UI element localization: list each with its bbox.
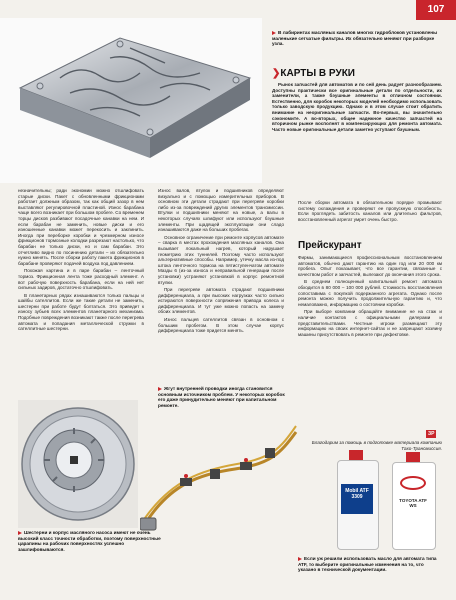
wiring-caption: Жгут внутренней проводки иногда становится основным источником проблем. У некоторых коробок его даже принудительно меняют при капитальном ремонте.: [158, 386, 285, 408]
caption-arrow-icon: [272, 31, 276, 35]
thanks-note: Благодарим за помощь в подготовке материала компанию Тахо-Трансмиссия.: [311, 440, 442, 451]
right-column: После сборки автомата в обязательном порядке промывают систему охлаждения и проверяют ее пропускную способность. Если проглядеть забитость каналов или длительно фильтров, восстановленный агрегат умрет очень быстро.: [298, 200, 442, 222]
end-badge: ЗР: [428, 431, 435, 437]
caption-arrow-icon: [298, 557, 302, 561]
middle-column: Износ валов, втулок и подшипников определяют визуально и с помощью измерительных приборов. В основном эти детали страдают при перегреве коробки либо из-за повреждений других элементов трансмиссии. Втулки и подшипники меняют на новые, а валы в некоторых случаях шлифуют или используют бэушные элементы. При щадящей эксплуатации они сладо изнашиваются даже на больших пробегах. Основное ограничение при ремонте корпусов автомате – сварка в местах прохождения масляных каналов. Она вызывает локальный нагрев, который нарушает геометрию этих туннелей. Поэтому часто используют альтернативные способы. Например, утечку масла из-под штока ленточного тормоза на пятиступенчатом автомате Мазды 6 (из-за износа и неправильной генерации после установки) устраняют установкой в корпус ремонтной втулки. При перегреве автомата страдают подшипники дифференциала, а при высоких нагрузках часто сильно истираются поверхности сопряжения привода колеса и дифференциала. И тут уже можно попасть на замену обоих элементов. Износ пальцев сателлитов связан в основном с большим пробегом. В этом случае корпус дифференциала тоже придется менять.: [158, 188, 284, 334]
toyota-logo-icon: [400, 476, 426, 490]
valve-body-photo: [0, 18, 262, 183]
price-list-heading: Прейскурант: [298, 240, 362, 251]
sidebar-text: Рынок запчастей для автоматов и по сей день радует разнообразием. Доступны практически все оригинальные детали по отдельности, их заменители, а также бэушные элементы в отличном состоянии. Естественно, для коробок некоторых моделей необходимо использовать только заводскую продукцию. Однако и в этом случае стоит обратить внимание на неоригинальные запчасти. Во-первых, вы значительно сэкономите. А во-вторых, общее надежное качество запчастей на вторичном рынке восполнят в компенсирующих для ремонта автомата. Часто новые оригинальные детали заметно уступают бэушным.: [272, 82, 442, 132]
toyota-oil-bottle: [388, 452, 440, 552]
left-column: незначительны; ради экономии можно отшлифовать старые диски. Пакет с обновленными фрикционами работает должным образом, так как общий зазор в нем выставляют регулировочной пластиной. Износ барабана чаще всего возникает при большом пробеге. Со временем торцы дисков разбивают посадочные канавки на нем. И если барабан не заменить, новые диски и его изношенные канавки может перекосить и заклинить. Иногда при переборке коробки и чрезмерном износе фрикционов тормозные колодки разрезают настолько, что барабан не только диски, но и сам барабан. Это отчетливо видно по посинению детали – их обязательно нужно менять. После сборки работу пакета фрикционов в барабане проверяют подачей воздуха под давлением. Похожая картина и в паре барабан – ленточный тормоз. Фрикционная лента тоже расходный элемент. А вот рабочую поверхность барабана, если на ней нет сильных задиров, достаточно отшлифовать. В планетарных рядах изнашиваются только пальцы и шайбы сателлитов. Если же такие детали не заменить, шестерни при работе будут болтаться. Это приведет к износу зубьев всех элементов планетарного механизма. Подобные повреждения возникают также после перегрева автомата и попадания металлической стружки в сателлитные шестерни.: [18, 188, 144, 332]
oil-caption: Если уж решили использовать масло для автомата типа ATF, то выберите оригинальные изменения на то, что указано в технической документации.: [298, 556, 437, 573]
title-arrow-icon: ❯: [272, 68, 281, 79]
right-column-2: Фирмы, занимающиеся профессиональным восстановлением автоматов, обычно дают гарантию на один год или 20 000 км пробега. Опыт показывает, что все гарантии, связанные с качеством работ и запчастей, вылезают до окончания этого срока. В среднем полноценный капитальный ремонт автомата обходится в 80 000 – 100 000 рублей. Стоимость восстановления сопоставима с покупкой подержанного агрегата. Однако после ремонта можно получить продолжительную гарантию и, что немаловажно, информацию о состоянии коробки. При выборе компании обращайте внимание не на стаж и наличие контактов с официальными дилерами и представительствами. Честные игроки размещают эту информацию на своих интернет-сайтах и не запрещают хозяину машины присутствовать в ремонте при дефектовке.: [298, 255, 442, 337]
page-number: 107: [416, 0, 456, 20]
caption-arrow-icon: [18, 531, 22, 535]
mobil-label: Mobil ATF 3309: [341, 484, 373, 514]
caption-arrow-icon: [158, 387, 162, 391]
sidebar-title: ❯КАРТЫ В РУКИ: [272, 68, 355, 79]
toyota-label: TOYOTA ATF WS: [399, 498, 427, 508]
pump-caption: Шестерни и корпус масляного насоса имеют не очень высокий класс точности обработки, поэтому поверхностные царапины на рабочих поверхностях успешно зашлифовываются.: [18, 530, 161, 552]
top-right-caption: В лабиринтах масляных каналов многих гидроблоков установлены маленькие сетчатые фильтры. Их обязательно меняют при разборке узла.: [272, 30, 438, 47]
mobil-oil-bottle: [333, 450, 383, 550]
wiring-harness-photo: [140, 414, 300, 544]
pump-gears-photo: [18, 400, 138, 528]
